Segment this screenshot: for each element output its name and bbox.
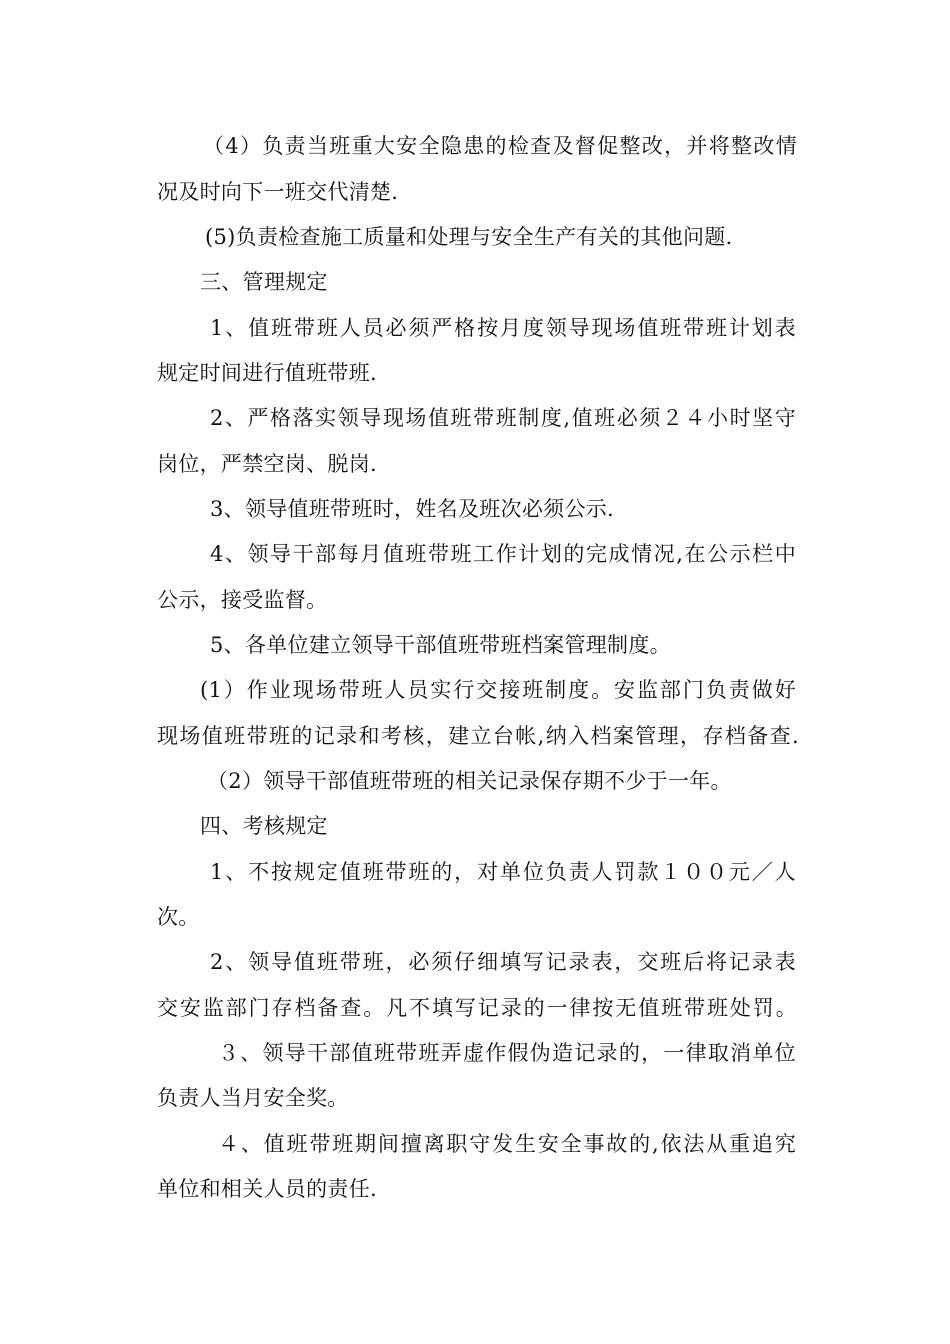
paragraph-line: ４、值班带班期间擅离职守发生安全事故的,依法从重追究: [218, 1132, 796, 1156]
paragraph-line: 5、各单位建立领导干部值班带班档案管理制度。: [210, 633, 671, 657]
paragraph-line: 2、领导值班带班，必须仔细填写记录表，交班后将记录表: [210, 950, 796, 974]
paragraph-line: （2）领导干部值班带班的相关记录保存期不少于一年。: [207, 769, 732, 793]
paragraph-line: 单位和相关人员的责任.: [157, 1177, 377, 1201]
paragraph-line: 交安监部门存档备查。凡不填写记录的一律按无值班带班处罚。: [157, 996, 797, 1020]
paragraph-line: 规定时间进行值班带班.: [157, 361, 377, 385]
paragraph-line: (5)负责检查施工质量和处理与安全生产有关的其他问题.: [205, 225, 733, 249]
paragraph-line: 2、严格落实领导现场值班带班制度,值班必须２４小时坚守: [210, 406, 796, 430]
section-heading: 四、考核规定: [200, 814, 328, 838]
paragraph-line: 况及时向下一班交代清楚.: [157, 180, 399, 204]
paragraph-line: 1、值班带班人员必须严格按月度领导现场值班带班计划表: [210, 316, 796, 340]
paragraph-line: 公示，接受监督。: [157, 588, 328, 612]
paragraph-line: 岗位，严禁空岗、脱岗.: [157, 452, 377, 476]
paragraph-line: 负责人当月安全奖。: [157, 1086, 349, 1110]
section-heading: 三、管理规定: [200, 270, 328, 294]
paragraph-line: 次。: [157, 905, 200, 929]
paragraph-line: 4、领导干部每月值班带班工作计划的完成情况,在公示栏中: [210, 542, 796, 566]
paragraph-line: (1）作业现场带班人员实行交接班制度。安监部门负责做好: [200, 678, 796, 702]
paragraph-line: 3、领导值班带班时，姓名及班次必须公示.: [210, 497, 615, 521]
paragraph-line: 现场值班带班的记录和考核，建立台帐,纳入档案管理，存档备查.: [157, 724, 799, 748]
paragraph-line: 1、不按规定值班带班的，对单位负责人罚款１００元／人: [210, 860, 796, 884]
paragraph-line: （4）负责当班重大安全隐患的检查及督促整改，并将整改情: [203, 134, 797, 158]
paragraph-line: ３、领导干部值班带班弄虚作假伪造记录的，一律取消单位: [218, 1041, 796, 1065]
